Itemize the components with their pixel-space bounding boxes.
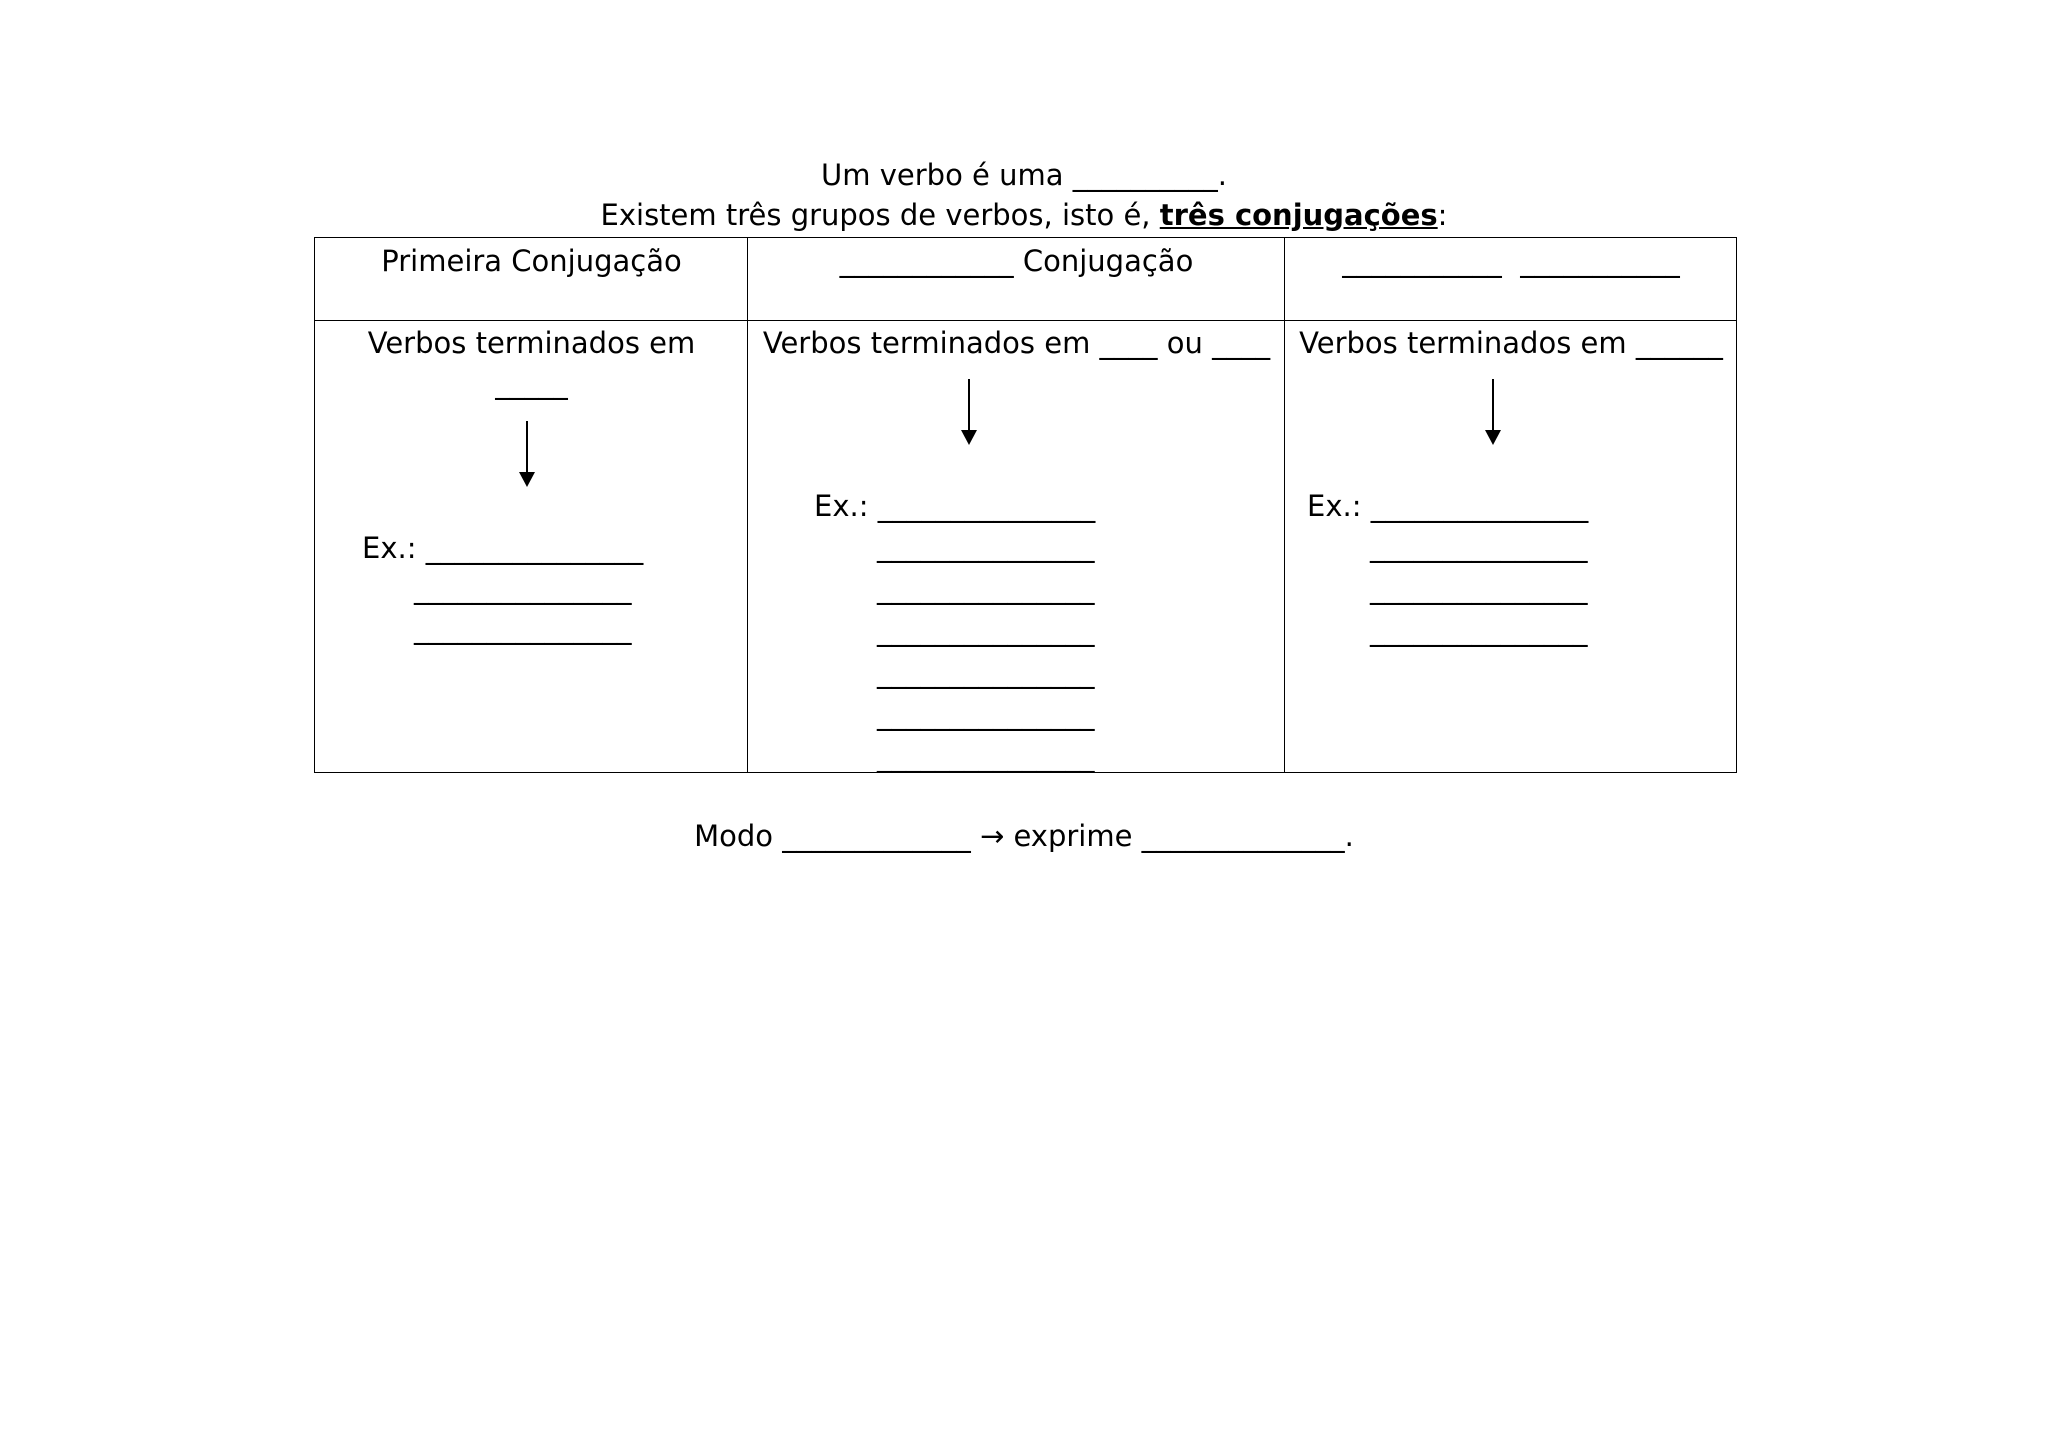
third-conjugation-title: ___________ ___________	[1342, 244, 1680, 278]
first-conjugation-title: Primeira Conjugação	[381, 244, 682, 278]
second-ending-label: Verbos terminados em ____ ou ____	[762, 326, 1271, 360]
conjugations-intro-text: Existem três grupos de verbos, isto é,	[600, 198, 1160, 232]
mode-definition-line: Modo _____________ → exprime ______________.	[694, 819, 1354, 853]
second-example-blank-1: _______________	[877, 529, 1095, 563]
second-example-blank-5: _______________	[877, 697, 1095, 731]
body-cell-third	[1285, 321, 1737, 773]
first-example-blank-2: _______________	[414, 611, 632, 645]
second-example-line: Ex.: _______________	[814, 489, 1096, 523]
second-example-blank-4: _______________	[877, 655, 1095, 689]
header-cell-third	[1285, 238, 1737, 321]
first-ending-blank: _____	[495, 366, 568, 400]
down-arrow-icon	[968, 379, 970, 431]
body-cell-first	[315, 321, 748, 773]
third-example-blank-2: _______________	[1370, 571, 1588, 605]
first-ending-label: Verbos terminados em	[367, 326, 696, 360]
conjugations-emphasis: três conjugações	[1159, 198, 1438, 232]
first-example-blank-1: _______________	[414, 571, 632, 605]
intro-line: Um verbo é uma __________.	[821, 158, 1227, 192]
second-conjugation-title: ____________ Conjugação	[839, 244, 1194, 278]
first-example-line: Ex.: _______________	[362, 531, 644, 565]
conjugations-table	[314, 237, 1737, 773]
header-cell-second	[748, 238, 1285, 321]
down-arrow-icon	[1492, 379, 1494, 431]
third-example-blank-3: _______________	[1370, 613, 1588, 647]
third-example-blank-1: _______________	[1370, 529, 1588, 563]
second-example-blank-6: _______________	[877, 739, 1095, 773]
down-arrow-icon	[526, 421, 528, 473]
third-example-line: Ex.: _______________	[1307, 489, 1589, 523]
second-example-blank-2: _______________	[877, 571, 1095, 605]
second-example-blank-3: _______________	[877, 613, 1095, 647]
conjugations-intro-line	[0, 198, 2048, 232]
third-ending-label: Verbos terminados em ______	[1299, 326, 1723, 360]
body-cell-second	[748, 321, 1285, 773]
conjugations-colon: :	[1437, 198, 1448, 232]
header-cell-first	[315, 238, 748, 321]
